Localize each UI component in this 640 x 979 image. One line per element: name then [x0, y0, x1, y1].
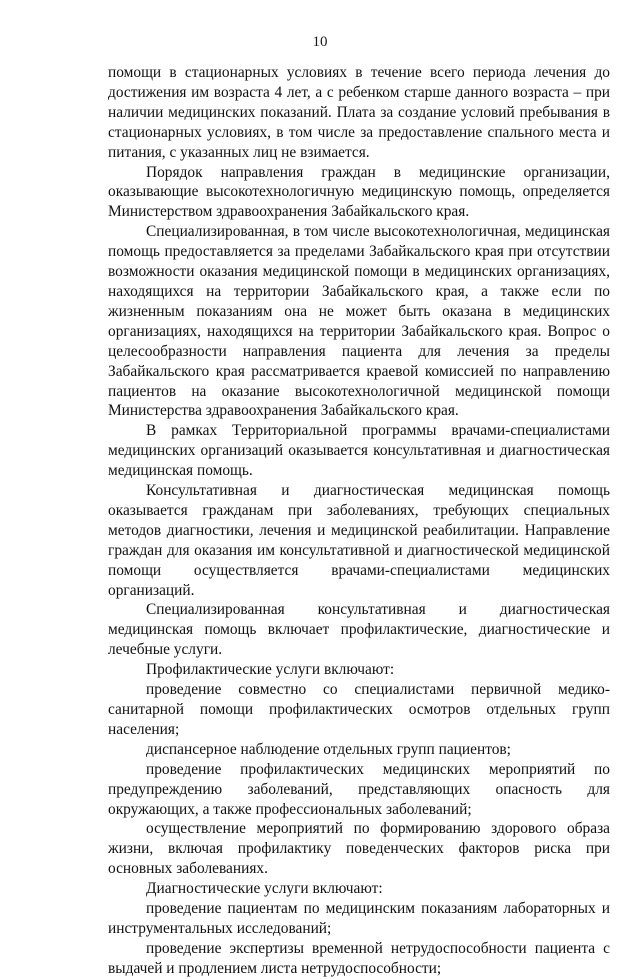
paragraph: Диагностические услуги включают: — [146, 880, 383, 898]
paragraph: диспансерное наблюдение отдельных групп пациентов; — [146, 740, 511, 758]
paragraph: Профилактические услуги включают: — [146, 661, 395, 679]
paragraph: проведение пациентам по медицинским показаниям лабораторных и инструментальных исследований; — [108, 900, 610, 937]
paragraph: проведение экспертизы временной нетрудоспособности пациента с выдачей и продлением листа нетрудоспособности; — [108, 939, 610, 977]
paragraph: В рамках Территориальной программы врачами-специалистами медицинских организаций оказывается консультативная и диагностическая медицинская помощь. — [108, 422, 610, 480]
paragraph: осуществление мероприятий по формированию здорового образа жизни, включая профилактику поведенческих факторов риска при основных заболеваниях. — [108, 820, 610, 878]
document-body — [108, 63, 610, 979]
paragraph: Специализированная консультативная и диагностическая медицинская помощь включает профилактические, диагностические и лечебные услуги. — [108, 601, 610, 659]
paragraph: Порядок направления граждан в медицинские организации, оказывающие высокотехнологичную медицинскую помощь, определяется Министерством здравоохранения Забайкальского края. — [108, 163, 610, 221]
paragraph: помощи в стационарных условиях в течение всего периода лечения до достижения им возраста 4 лет, а с ребенком старше данного возраста – при наличии медицинских показаний. Плата за создание условий пребывания в стационарных условиях, в том числе за предоставление спального места и питания, с указанных лиц не взимается. — [108, 64, 610, 161]
paragraph: Консультативная и диагностическая медицинская помощь оказывается гражданам при заболеваниях, требующих специальных методов диагностики, лечения и медицинской реабилитации. Направление граждан для оказания им консультативной и диагностической медицинской помощи осуществляется врачами-специалистами медицинских организаций. — [108, 482, 610, 599]
paragraph: проведение профилактических медицинских мероприятий по предупреждению заболеваний, представляющих опасность для окружающих, а также профессиональных заболеваний; — [108, 760, 610, 818]
page-number: 10 — [312, 34, 328, 50]
paragraph: проведение совместно со специалистами первичной медико-санитарной помощи профилактических осмотров отдельных групп населения; — [108, 681, 610, 738]
paragraph: Специализированная, в том числе высокотехнологичная, медицинская помощь предоставляется за пределами Забайкальского края при отсутствии возможности оказания медицинской помощи в медицинских организациях, находящихся на территории Забайкальского края, а также если по жизненным показаниям она не может быть оказана в медицинских организациях, находящихся на территории Забайкальского края. Вопрос о целесообразности направления пациента для лечения за пределы Забайкальского края рассматривается краевой комиссией по направлению пациентов на оказание высокотехнологичной медицинской помощи Министерства здравоохранения Забайкальского края. — [108, 223, 610, 420]
